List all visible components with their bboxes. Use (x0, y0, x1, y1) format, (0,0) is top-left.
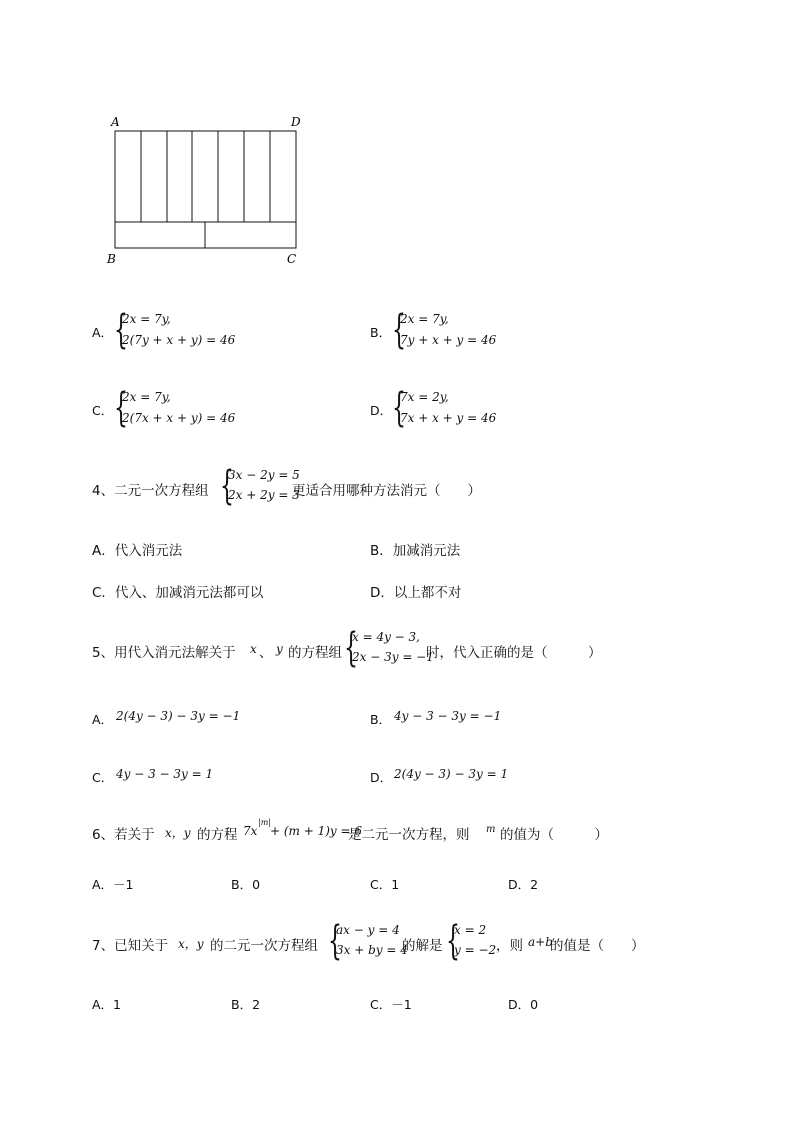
option-letter: D． (370, 403, 393, 418)
q4-option-d[interactable]: D．以上都不对 (370, 585, 462, 601)
q7-option-b[interactable]: B．2 (231, 997, 261, 1012)
q6-eq-base: 7x (243, 824, 258, 838)
equation-line-2: 3x + by = 4 (336, 943, 408, 957)
q6-option-c[interactable]: C．1 (370, 877, 400, 892)
equation-line-1: 2x = 7y, (122, 390, 171, 404)
label-A: A (111, 115, 120, 129)
q6-mid1: 的方程 (197, 827, 238, 843)
q6-eq-rest: + (m + 1)y = 6 (270, 824, 363, 838)
brace-icon: { (344, 625, 358, 671)
solution-line-1: x = 2 (454, 923, 487, 937)
brace-icon: { (220, 463, 234, 509)
q5-var-x: x (250, 642, 257, 656)
q6-prefix: 6、若关于 (92, 827, 155, 843)
equation-line-1: x = 4y − 3, (352, 630, 420, 644)
option-letter: A． (92, 325, 114, 340)
q7-option-c[interactable]: C．－1 (370, 997, 412, 1012)
q7-mid2: 的解是 (402, 938, 443, 954)
q6-suffix: 的值为（ ） (500, 827, 608, 843)
q4-option-b[interactable]: B．加减消元法 (370, 543, 461, 559)
option-expression: 4y − 3 − 3y = −1 (394, 709, 502, 723)
equation-line-2: 2(7y + x + y) = 46 (122, 333, 236, 347)
q7-mid1: 的二元一次方程组 (210, 938, 318, 954)
equation-line-2: 2(7x + x + y) = 46 (122, 411, 236, 425)
equation-line-2: 2x + 2y = 3 (228, 488, 300, 502)
q6-mid2: 是二元一次方程，则 (348, 827, 470, 843)
brace-icon: { (328, 918, 342, 964)
q7-option-a[interactable]: A．1 (92, 997, 122, 1012)
q5-suffix: 时，代入正确的是（ ） (426, 645, 602, 661)
q5-var-y: y (276, 642, 283, 656)
q6-vars: x，y (165, 826, 191, 840)
q7-suffix: 的值是（ ） (550, 938, 645, 954)
option-letter: C． (92, 770, 114, 785)
q7-expr: a+b (528, 935, 553, 949)
brace-icon: { (114, 307, 128, 353)
option-letter: C． (92, 403, 114, 418)
q6-option-b[interactable]: B．0 (231, 877, 261, 892)
q4-prefix: 4、二元一次方程组 (92, 483, 209, 499)
equation-line-1: 7x = 2y, (400, 390, 449, 404)
option-letter: A． (92, 712, 114, 727)
equation-line-1: 3x − 2y = 5 (228, 468, 300, 482)
brace-icon: { (392, 307, 406, 353)
brace-icon: { (392, 385, 406, 431)
q6-var-m: m (486, 824, 496, 835)
option-letter: B． (370, 712, 392, 727)
option-letter: D． (370, 770, 393, 785)
q6-option-a[interactable]: A．－1 (92, 877, 134, 892)
option-letter: B． (370, 325, 392, 340)
q7-option-d[interactable]: D．0 (508, 997, 539, 1012)
label-C: C (287, 252, 297, 266)
q6-option-d[interactable]: D．2 (508, 877, 539, 892)
equation-line-1: ax − y = 4 (336, 923, 400, 937)
q5-mid: 的方程组 (288, 645, 342, 661)
equation-line-2: 7x + x + y = 46 (400, 411, 497, 425)
solution-line-2: y = −2 (454, 943, 497, 957)
q7-prefix: 7、已知关于 (92, 938, 169, 954)
label-D: D (291, 115, 301, 129)
q6-eq-exponent: |m| (258, 818, 271, 827)
q5-prefix: 5、用代入消元法解关于 (92, 645, 236, 661)
equation-line-1: 2x = 7y, (400, 312, 449, 326)
equation-line-2: 7y + x + y = 46 (400, 333, 497, 347)
q7-vars: x，y (178, 937, 204, 951)
q4-option-a[interactable]: A．代入消元法 (92, 543, 183, 559)
equation-line-1: 2x = 7y, (122, 312, 171, 326)
equation-line-2: 2x − 3y = −1 (352, 650, 434, 664)
option-expression: 2(4y − 3) − 3y = 1 (394, 767, 509, 781)
q4-option-c[interactable]: C．代入、加减消元法都可以 (92, 585, 264, 601)
q5-sep: 、 (259, 645, 273, 661)
q7-mid3: ，则 (496, 938, 523, 954)
q4-suffix: 更适合用哪种方法消元（ ） (292, 483, 481, 499)
brace-icon: { (114, 385, 128, 431)
rectangle-figure (100, 110, 310, 270)
brace-icon: { (446, 918, 460, 964)
option-expression: 2(4y − 3) − 3y = −1 (116, 709, 241, 723)
label-B: B (107, 252, 116, 266)
option-expression: 4y − 3 − 3y = 1 (116, 767, 214, 781)
